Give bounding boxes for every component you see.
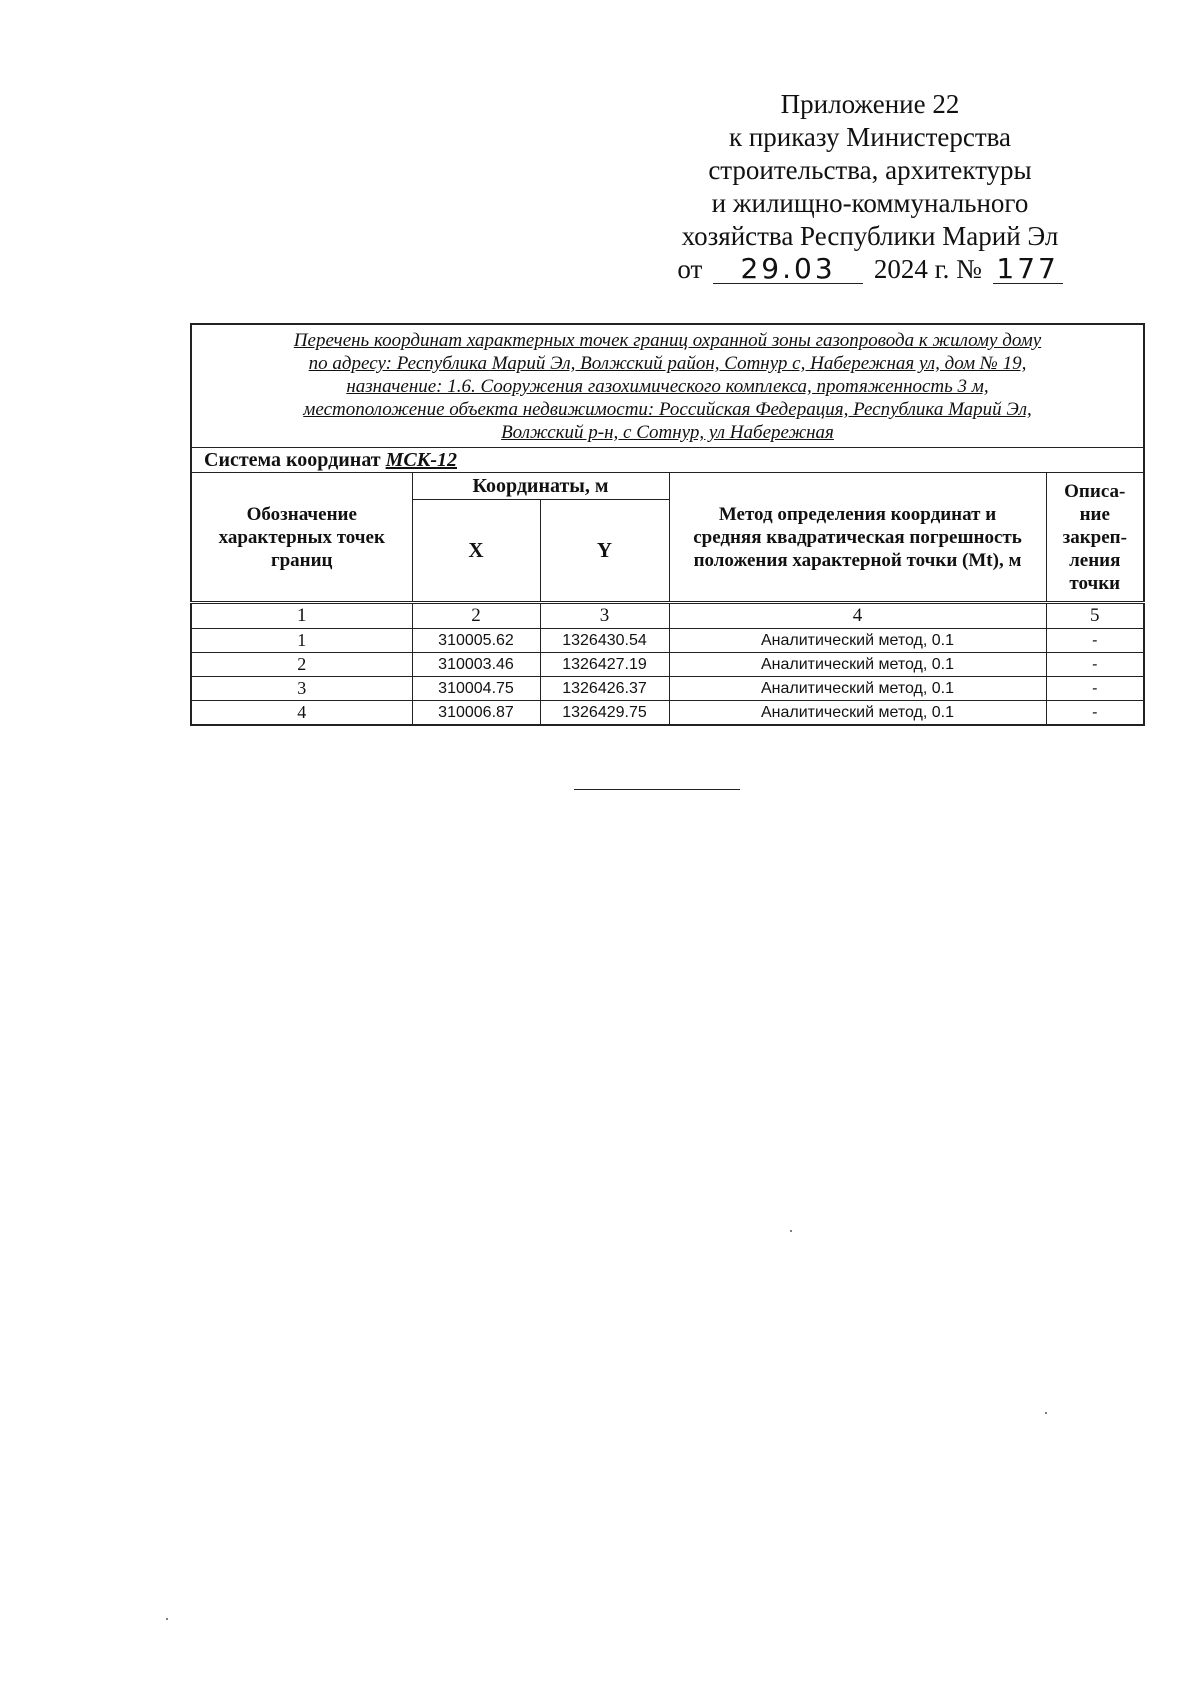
caption-row (191, 324, 1144, 448)
description: - (1046, 701, 1144, 726)
coord-x: 310006.87 (412, 701, 540, 726)
coordinate-system (191, 448, 1144, 473)
scan-speck (790, 1230, 792, 1232)
caption-line-4: местоположение объекта недвижимости: Российская Федерация, Республика Марий Эл, (303, 399, 1032, 420)
appendix-line-4: и жилищно-коммунального (711, 188, 1029, 218)
coordinate-system-value: МСК-12 (385, 448, 457, 471)
coord-x: 310005.62 (412, 629, 540, 653)
description: - (1046, 629, 1144, 653)
column-number: 1 (191, 603, 412, 629)
header-coordinates: Координаты, м (412, 473, 669, 500)
coordinate-system-label: Система координат (204, 448, 386, 471)
end-of-document-rule (574, 789, 740, 790)
header-y: Y (540, 500, 669, 603)
caption-line-1: Перечень координат характерных точек границ охранной зоны газопровода к жилому дому (293, 330, 1042, 351)
column-number: 5 (1046, 603, 1144, 629)
column-number: 4 (669, 603, 1046, 629)
method: Аналитический метод, 0.1 (669, 701, 1046, 726)
order-date-line (640, 253, 1100, 286)
header-method: Метод определения координат и средняя квадратическая погрешность положения характерной точки (Mt), м (669, 473, 1046, 603)
appendix-header (640, 88, 1100, 286)
scan-speck (1045, 1412, 1047, 1414)
method: Аналитический метод, 0.1 (669, 653, 1046, 677)
header-description: Описа-ние закреп-ления точки (1046, 473, 1144, 603)
method: Аналитический метод, 0.1 (669, 677, 1046, 701)
order-date: 29.03 (713, 255, 863, 284)
method: Аналитический метод, 0.1 (669, 629, 1046, 653)
coord-x: 310003.46 (412, 653, 540, 677)
caption-line-3: назначение: 1.6. Сооружения газохимического комплекса, протяженность 3 м, (346, 376, 989, 397)
appendix-line-3: строительства, архитектуры (708, 155, 1032, 185)
appendix-line-2: к приказу Министерства (728, 122, 1012, 152)
header-x: X (412, 500, 540, 603)
coord-y: 1326426.37 (540, 677, 669, 701)
description: - (1046, 653, 1144, 677)
table-row (191, 701, 1144, 726)
coord-y: 1326427.19 (540, 653, 669, 677)
table-row (191, 653, 1144, 677)
column-number-row (191, 603, 1144, 629)
order-number: 177 (993, 255, 1063, 284)
date-prefix: от (677, 254, 703, 284)
appendix-line-5: хозяйства Республики Марий Эл (681, 221, 1059, 251)
scan-speck (166, 1618, 168, 1620)
table-caption (191, 324, 1144, 448)
column-number: 2 (412, 603, 540, 629)
appendix-title: Приложение 22 (780, 89, 960, 119)
caption-line-5: Волжский р-н, с Сотнур, ул Набережная (501, 422, 834, 443)
caption-line-2: по адресу: Республика Марий Эл, Волжский район, Сотнур с, Набережная ул, дом № 19, (308, 353, 1027, 374)
point-number: 4 (191, 701, 412, 726)
coord-y: 1326429.75 (540, 701, 669, 726)
coord-x: 310004.75 (412, 677, 540, 701)
header-designation: Обозначение характерных точек границ (191, 473, 412, 603)
column-number: 3 (540, 603, 669, 629)
year-text: 2024 г. № (873, 254, 982, 284)
coord-y: 1326430.54 (540, 629, 669, 653)
table-row (191, 629, 1144, 653)
coordinate-system-row (191, 448, 1144, 473)
point-number: 1 (191, 629, 412, 653)
description: - (1046, 677, 1144, 701)
point-number: 2 (191, 653, 412, 677)
header-row-1 (191, 473, 1144, 500)
table-row (191, 677, 1144, 701)
point-number: 3 (191, 677, 412, 701)
coordinates-table (190, 323, 1145, 726)
